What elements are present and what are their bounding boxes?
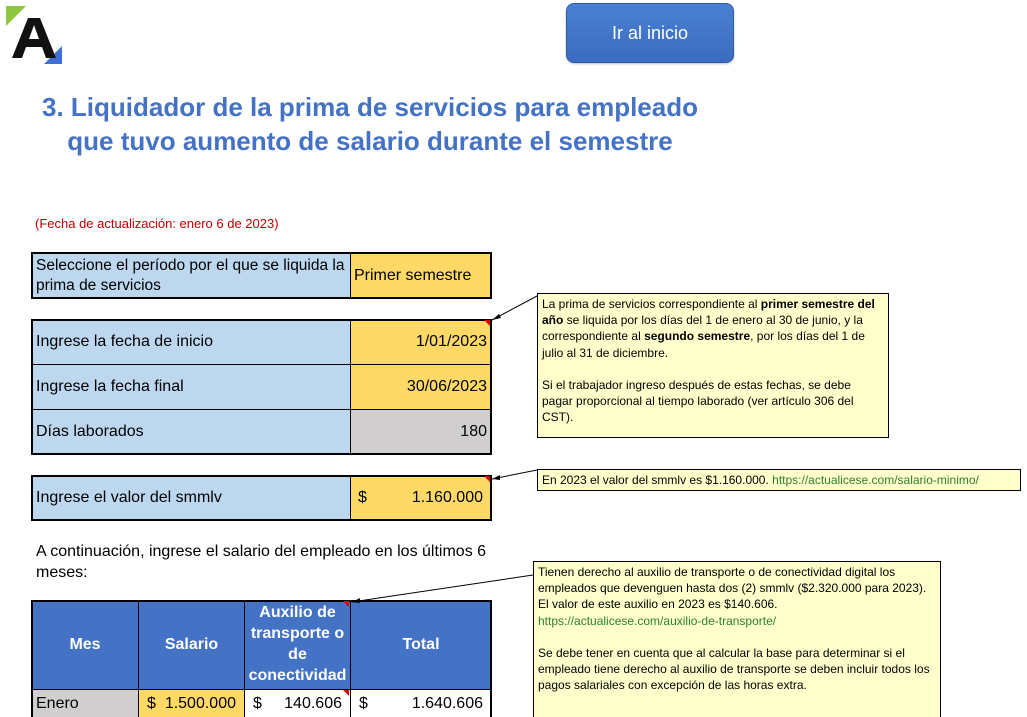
start-date-label: Ingrese la fecha de inicio [32,320,350,364]
go-home-button[interactable]: Ir al inicio [566,3,734,63]
comment-indicator [343,690,349,696]
table-col-line [350,601,351,717]
smmlv-note-connector [492,470,537,479]
auxilio-comment-note: Tienen derecho al auxilio de transporte o de conectividad digital los empleados que devenguen hasta dos (2) smmlv ($2.320.000 para 2023). El valor de este auxilio en 2023 es $140.606. https://actualicese.com/auxilio-de-transporte/ Se debe tener en cuenta que al calcular la base para determinar si el empleado tiene derecho al auxilio de transporte se deben incluir todos los pagos salariales con excepción de las horas extra. [533,561,941,717]
page-title: 3. Liquidador de la prima de servicios para empleado que tuvo aumento de salario durante el semestre [42,92,698,156]
salary-value: 1.500.000 [164,694,236,712]
dates-box [31,319,492,455]
period-divider [350,253,351,298]
period-note-connector [492,296,537,320]
days-worked-value: 180 [350,410,491,453]
table-col-line [244,601,245,717]
dates-row-line [32,364,491,365]
auxilio-link[interactable]: https://actualicese.com/auxilio-de-transporte/ [538,613,777,628]
smmlv-divider [350,476,351,520]
comment-indicator [484,476,490,482]
smmlv-note-arrowhead [492,475,500,480]
col-header-auxilio: Auxilio de transporte o de conectividad [245,601,350,689]
smmlv-link[interactable]: https://actualicese.com/salario-minimo/ [772,473,979,487]
smmlv-currency: $ [358,488,367,506]
period-label: Seleccione el período por el que se liquida la prima de servicios [32,253,350,298]
update-date: (Fecha de actualización: enero 6 de 2023) [35,216,279,231]
smmlv-value: 1.160.000 [411,488,483,506]
smmlv-label: Ingrese el valor del smmlv [32,476,350,519]
actualicese-logo [6,6,64,66]
start-date-input[interactable]: 1/01/2023 [350,320,491,364]
total-currency: $ [359,694,368,712]
salary-table-frame [31,600,492,717]
end-date-input[interactable]: 30/06/2023 [350,365,491,409]
col-header-total: Total [351,601,491,689]
table-row-month: Enero [32,690,138,717]
smmlv-comment-note: En 2023 el valor del smmlv es $1.160.000. https://actualicese.com/salario-minimo/ [537,469,1021,491]
salary-currency: $ [147,694,156,712]
table-header-line [32,689,491,690]
auxilio-currency: $ [253,694,262,712]
salary-intro-text: A continuación, ingrese el salario del empleado en los últimos 6 meses: [36,543,487,581]
comment-indicator [343,601,349,607]
period-comment-note: La prima de servicios correspondiente al primer semestre del año se liquida por los días del 1 de enero al 30 de junio, y la correspondiente al segundo semestre, por los días del 1 de julio al 31 de diciembre. Si el trabajador ingreso después de estas fechas, se debe pagar proporcional al tiempo laborado (ver artículo 306 del CST). [537,293,889,438]
days-worked-label: Días laborados [32,410,350,453]
period-note-arrowhead [492,314,501,320]
col-header-salario: Salario [139,601,244,689]
total-value: 1.640.606 [411,694,483,712]
dates-row-line [32,409,491,410]
period-box [31,252,492,299]
end-date-label: Ingrese la fecha final [32,365,350,409]
col-header-mes: Mes [32,601,138,689]
smmlv-box [31,475,492,521]
comment-indicator [484,320,490,326]
table-col-line [138,601,139,717]
period-select[interactable]: Primer semestre [350,253,491,298]
auxilio-value: 140.606 [284,694,342,712]
dates-divider [350,320,351,454]
